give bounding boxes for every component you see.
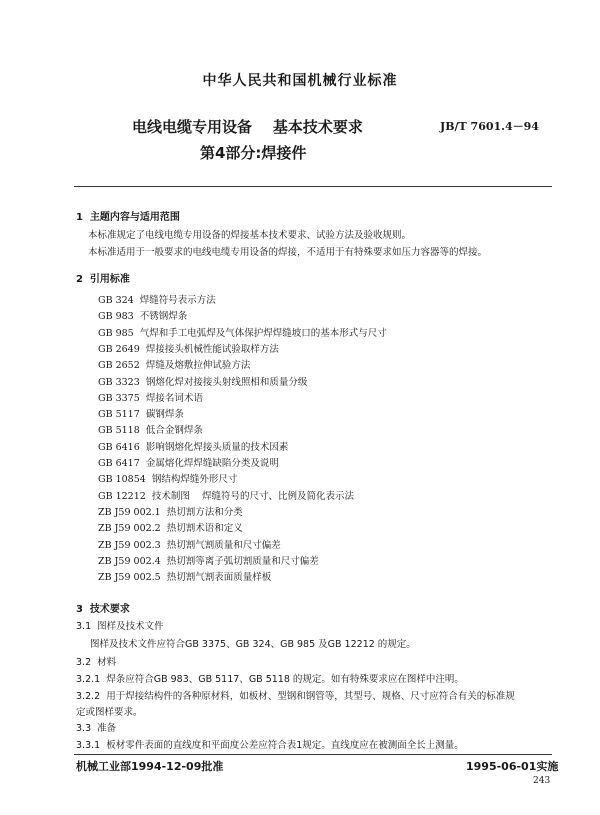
reference-item [98, 569, 271, 583]
reference-item [98, 406, 184, 420]
section1-heading: 1 主题内容与适用范围 [76, 212, 180, 223]
page-number: 243 [533, 776, 551, 786]
reference-code: ZB J59 002.3 [98, 539, 161, 551]
section3-2-2-line1: 3.2.2 用于焊接结构件的各种原材料，如板材、型钢和钢管等，其型号、规格、尺寸应符合有关的标准规 [76, 691, 515, 702]
reference-code: GB 3323 [98, 376, 140, 388]
section3-2-heading: 3.2 材料 [76, 657, 117, 668]
reference-item [98, 439, 288, 453]
document-title-line1: 电线电缆专用设备 基本技术要求 [132, 118, 363, 136]
section2-heading: 2 引用标准 [76, 274, 130, 285]
reference-item [98, 308, 187, 322]
section3-heading: 3 技术要求 [76, 604, 130, 615]
reference-title: 低合金钢焊条 [145, 425, 203, 437]
reference-title: 技术制图 焊缝符号的尺寸、比例及简化表示法 [151, 490, 354, 502]
reference-item [98, 292, 216, 306]
section3-2-1: 3.2.1 焊条应符合GB 983、GB 5117、GB 5118 的规定。如有特殊要求应在图样中注明。 [76, 674, 464, 685]
reference-code: GB 5118 [98, 425, 140, 437]
reference-item [98, 553, 319, 567]
section1-paragraph2: 本标准适用于一般要求的电线电缆专用设备的焊接，不适用于有特殊要求如压力容器等的焊接。 [88, 247, 488, 258]
section3-3-1: 3.3.1 板材零件表面的直线度和平面度公差应符合表1规定。直线度应在被测面全长上测量。 [76, 740, 464, 751]
reference-code: GB 10854 [98, 474, 146, 486]
section3-1-text: 图样及技术文件应符合GB 3375、GB 324、GB 985 及GB 12212 的规定。 [90, 639, 416, 650]
reference-code: GB 985 [98, 327, 134, 339]
standard-number: JB/T 7601.4－94 [440, 120, 539, 133]
reference-title: 影响钢熔化焊接头质量的技术因素 [145, 441, 289, 453]
reference-title: 气焊和手工电弧焊及气体保护焊焊缝坡口的基本形式与尺寸 [139, 327, 387, 339]
reference-code: ZB J59 002.5 [98, 572, 161, 584]
document-title-line2: 第4部分:焊接件 [200, 144, 307, 162]
reference-title: 焊接名词术语 [145, 392, 203, 404]
reference-code: GB 3375 [98, 392, 140, 404]
reference-title: 热切割气割质量和尺寸偏差 [166, 539, 281, 551]
reference-item [98, 455, 279, 469]
reference-code: GB 5117 [98, 409, 140, 421]
reference-item [98, 504, 243, 518]
reference-title: 热切割方法和分类 [166, 506, 243, 518]
reference-title: 焊缝及熔敷拉伸试验方法 [145, 360, 251, 372]
reference-item [98, 357, 250, 371]
reference-item [98, 374, 307, 388]
reference-item [98, 471, 237, 485]
reference-title: 不锈钢焊条 [139, 311, 188, 323]
section1-paragraph1: 本标准规定了电线电缆专用设备的焊接基本技术要求、试验方法及验收规则。 [88, 230, 412, 241]
reference-code: GB 6416 [98, 441, 140, 453]
reference-code: GB 12212 [98, 490, 146, 502]
section3-1-heading: 3.1 图样及技术文件 [76, 621, 164, 632]
reference-title: 热切割等离子弧切割质量和尺寸偏差 [166, 555, 319, 567]
reference-code: GB 6417 [98, 458, 140, 469]
footer-divider [74, 754, 552, 755]
reference-code: GB 983 [98, 311, 134, 323]
reference-title: 热切割气割表面质量样板 [166, 572, 272, 584]
reference-title: 热切割术语和定义 [166, 523, 243, 535]
approval-date: 机械工业部1994-12-09批准 [76, 760, 224, 773]
reference-title: 钢熔化焊对接接头射线照相和质量分级 [145, 376, 308, 388]
section3-2-2-line2: 定或图样要求。 [76, 707, 143, 718]
reference-title: 焊接接头机械性能试验取样方法 [145, 343, 279, 355]
reference-code: GB 2649 [98, 343, 140, 355]
section3-3-heading: 3.3 准备 [76, 723, 117, 734]
reference-item [98, 520, 243, 534]
reference-item [98, 488, 354, 502]
reference-item [98, 422, 203, 436]
reference-code: ZB J59 002.1 [98, 506, 161, 518]
reference-code: ZB J59 002.4 [98, 555, 161, 567]
reference-title: 钢结构焊缝外形尺寸 [151, 474, 238, 486]
reference-item [98, 325, 387, 339]
reference-title: 焊缝符号表示方法 [139, 295, 216, 306]
industry-standard-title: 中华人民共和国机械行业标准 [202, 73, 398, 89]
reference-code: GB 2652 [98, 360, 140, 372]
reference-item [98, 390, 203, 404]
reference-code: GB 324 [98, 295, 134, 306]
header-divider [74, 186, 552, 187]
reference-item [98, 341, 279, 355]
reference-item [98, 537, 281, 551]
reference-title: 碳钢焊条 [145, 409, 184, 421]
reference-code: ZB J59 002.2 [98, 523, 161, 535]
implementation-date: 1995-06-01实施 [466, 760, 559, 773]
reference-title: 金属熔化焊焊缝缺陷分类及说明 [145, 458, 279, 469]
